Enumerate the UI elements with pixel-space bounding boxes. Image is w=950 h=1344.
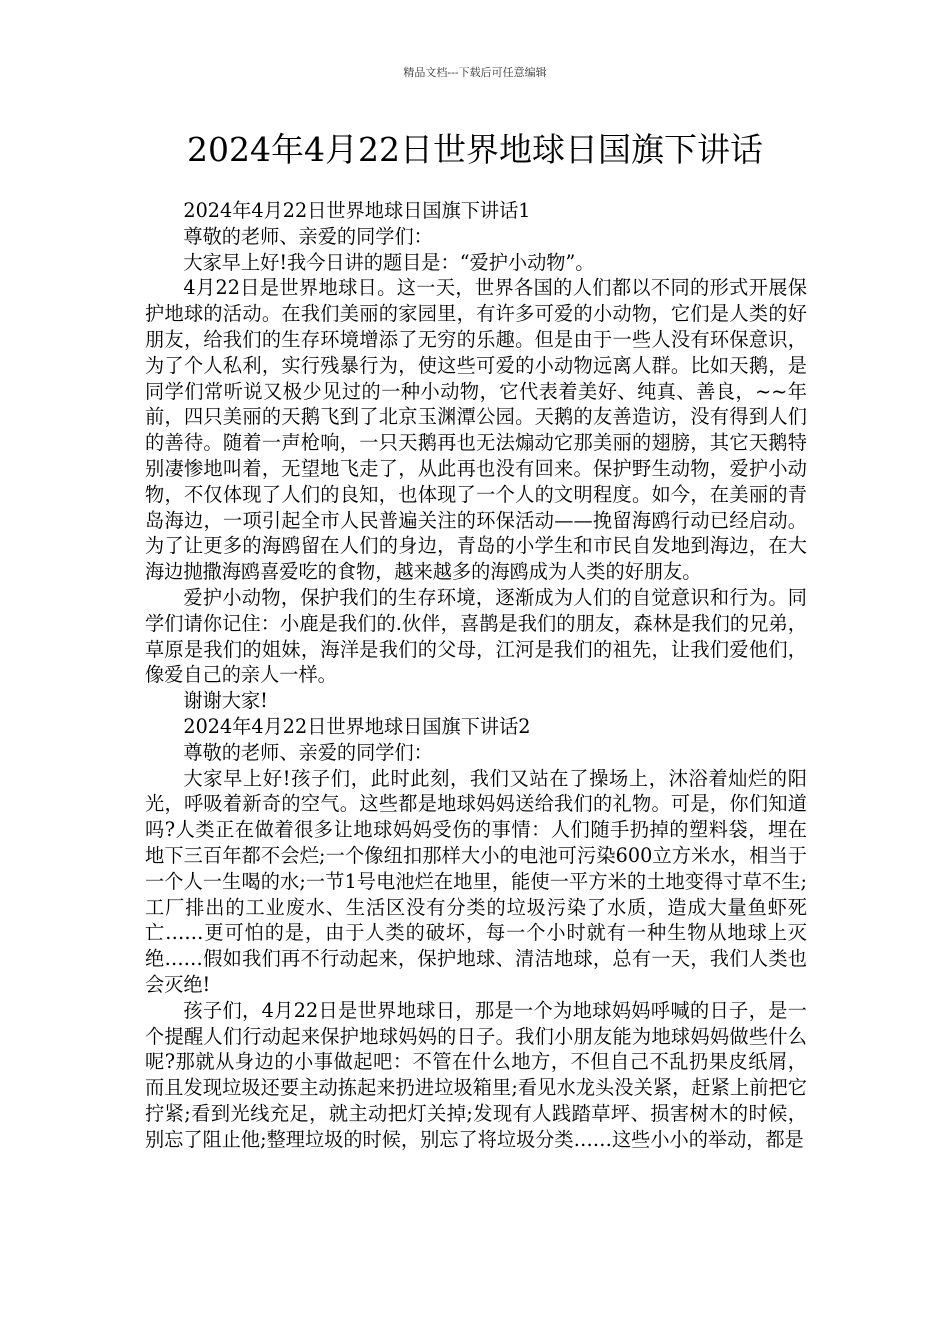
speech-2-heading: 2024年4月22日世界地球日国旗下讲话2	[183, 714, 531, 738]
body-paragraph: 4月22日是世界地球日。这一天，世界各国的人们都以不同的形式开展保护地球的活动。在我们美丽的家园里，有许多可爱的小动物，它们是人类的好朋友，给我们的生存环境增添了无穷的乐趣。但是由于一些人没有环保意识，为了个人私利，实行残暴行为，使这些可爱的小动物远离人群。比如天鹅，是同学们常听说又极少见过的一种小动物，它代表着美好、纯真、善良，~~年前，四只美丽的天鹅飞到了北京玉渊潭公园。天鹅的友善造访，没有得到人们的善待。随着一声枪响，一只天鹅再也无法煽动它那美丽的翅膀，其它天鹅特别凄惨地叫着，无望地飞走了，从此再也没有回来。保护野生动物，爱护小动物，不仅体现了人们的良知，也体现了一个人的文明程度。如今，在美丽的青岛海边，一项引起全市人民普遍关注的环保活动——挽留海鸥行动已经启动。为了让更多的海鸥留在人们的身边，青岛的小学生和市民自发地到海边，在大海边抛撒海鸥喜爱吃的食物，越来越多的海鸥成为人类的好朋友。	[145, 276, 807, 584]
page-header: 精品文档---下载后可任意编辑	[403, 66, 547, 79]
body-paragraph: 孩子们，4月22日是世界地球日，那是一个为地球妈妈呼喊的日子，是一个提醒人们行动起来保护地球妈妈的日子。我们小朋友能为地球妈妈做些什么呢?那就从身边的小事做起吧：不管在什么地方，不但自己不乱扔果皮纸屑，而且发现垃圾还要主动拣起来扔进垃圾箱里;看见水龙头没关紧，赶紧上前把它拧紧;看到光线充足，就主动把灯关掉;发现有人践踏草坪、损害树木的时候，别忘了阻止他;整理垃圾的时候，别忘了将垃圾分类……这些小小的举动，都是	[145, 998, 807, 1151]
greeting-paragraph: 大家早上好!我今日讲的题目是：“爱护小动物”。	[183, 250, 595, 274]
document-body	[145, 198, 807, 1152]
salutation-paragraph: 尊敬的老师、亲爱的同学们：	[183, 740, 433, 764]
closing-paragraph: 谢谢大家!	[183, 689, 268, 713]
body-paragraph: 大家早上好!孩子们，此时此刻，我们又站在了操场上，沐浴着灿烂的阳光，呼吸着新奇的空气。这些都是地球妈妈送给我们的礼物。可是，你们知道吗?人类正在做着很多让地球妈妈受伤的事情：人们随手扔掉的塑料袋，埋在地下三百年都不会烂;一个像纽扣那样大小的电池可污染600立方米水，相当于一个人一生喝的水;一节1号电池烂在地里，能使一平方米的土地变得寸草不生;工厂排出的工业废水、生活区没有分类的垃圾污染了水质，造成大量鱼虾死亡……更可怕的是，由于人类的破坏，每一个小时就有一种生物从地球上灭绝……假如我们再不行动起来，保护地球、清洁地球，总有一天，我们人类也会灭绝!	[145, 766, 807, 996]
body-paragraph: 爱护小动物，保护我们的生存环境，逐渐成为人们的自觉意识和行为。同学们请你记住：小鹿是我们的.伙伴，喜鹊是我们的朋友，森林是我们的兄弟，草原是我们的姐妹，海洋是我们的父母，江河是我们的祖先，让我们爱他们，像爱自己的亲人一样。	[145, 585, 807, 687]
speech-1-heading: 2024年4月22日世界地球日国旗下讲话1	[183, 199, 531, 222]
salutation-paragraph: 尊敬的老师、亲爱的同学们：	[183, 224, 433, 248]
document-title: 2024年4月22日世界地球日国旗下讲话	[187, 130, 763, 169]
